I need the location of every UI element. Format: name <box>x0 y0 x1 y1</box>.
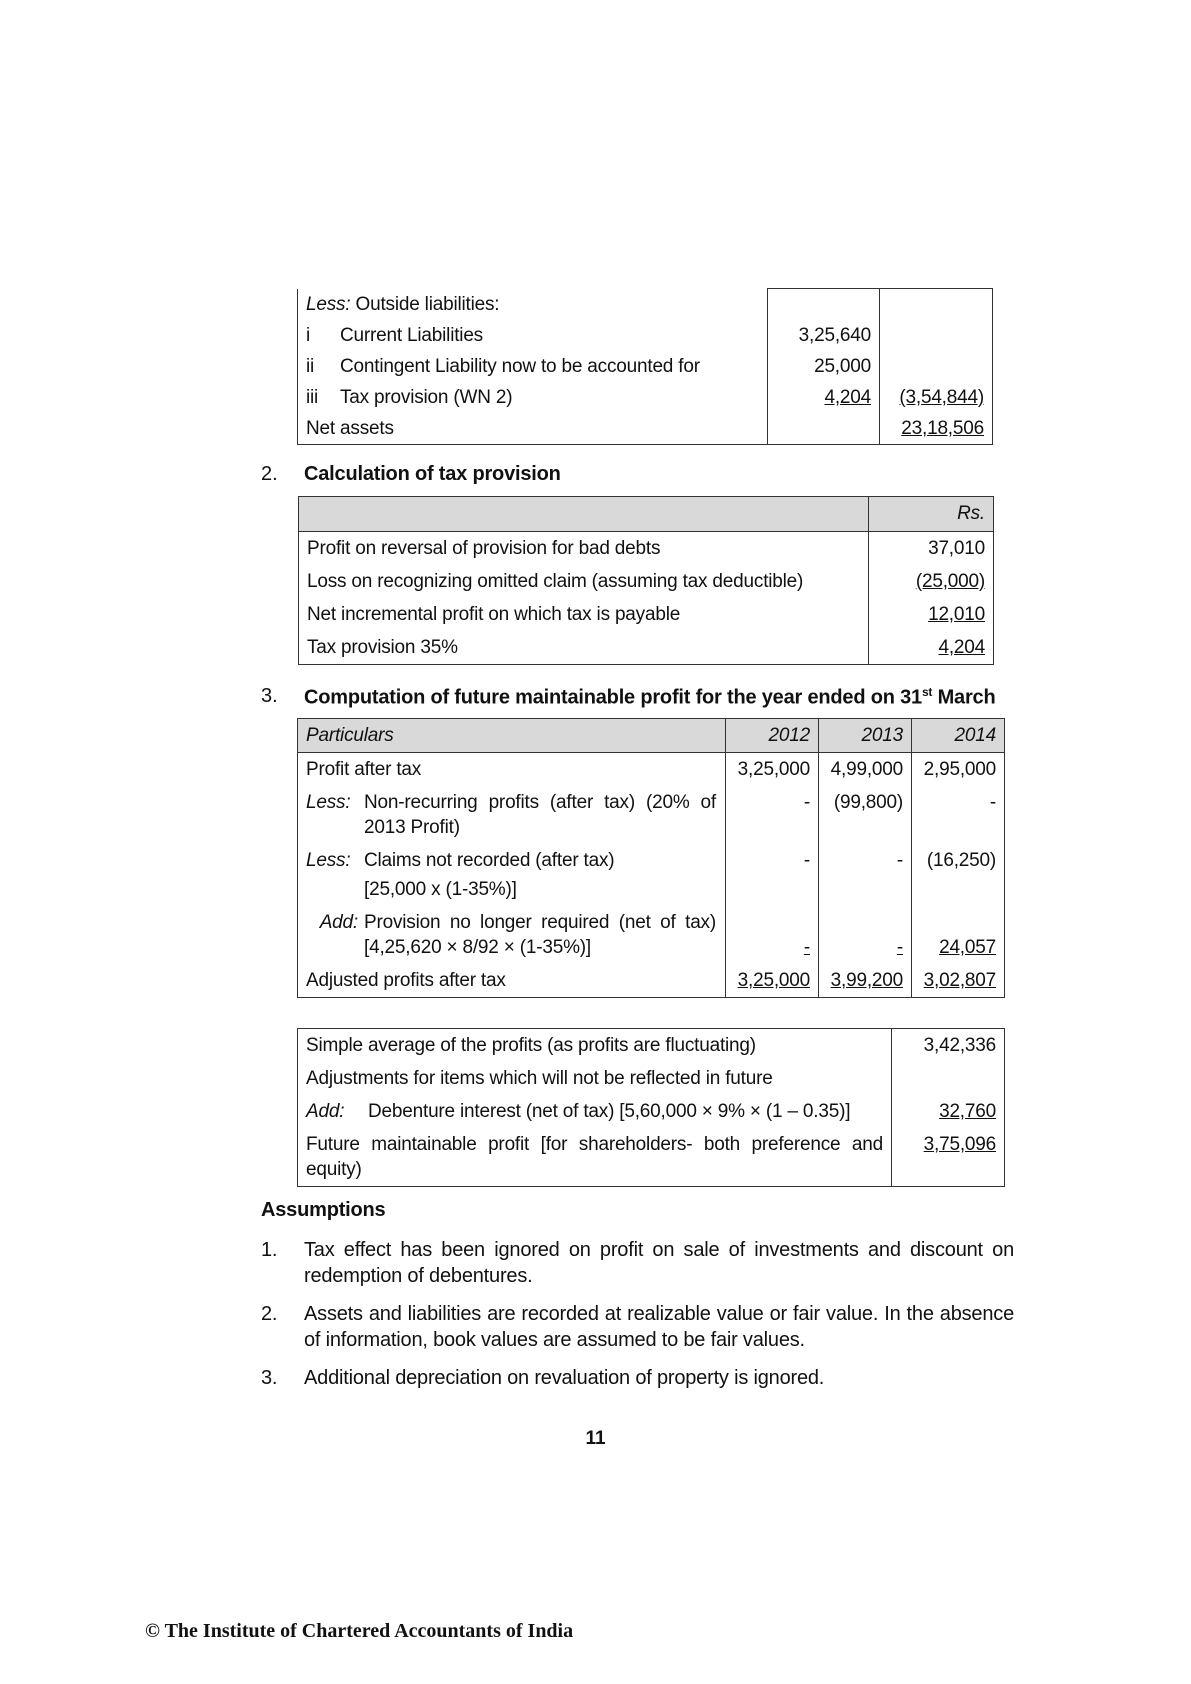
row-value: - <box>912 786 1005 844</box>
list-number: 2. <box>261 1303 278 1325</box>
section-number: 3. <box>261 685 278 707</box>
net-assets-value: 23,18,506 <box>901 418 984 439</box>
section-title-sup: st <box>921 685 933 699</box>
row-total <box>880 351 993 382</box>
list-number: 1. <box>261 1239 278 1261</box>
list-text: Assets and liabilities are recorded at realizable value or fair value. In the absence of information, book values are assumed to be fair values. <box>304 1303 1014 1351</box>
list-text: Additional depreciation on revaluation of property is ignored. <box>304 1367 825 1389</box>
row-label: Non-recurring profits (after tax) (20% of 2013 Profit) <box>364 792 716 838</box>
row-total <box>880 320 993 351</box>
row-index: iii <box>306 387 319 408</box>
row-label: Debenture interest (net of tax) [5,60,000 × 9% × (1 – 0.35)] <box>368 1101 851 1122</box>
list-item <box>261 1237 1014 1289</box>
row-value: - <box>726 844 819 906</box>
row-label: Claims not recorded (after tax) <box>364 850 615 871</box>
row-prefix: Less: <box>306 850 351 871</box>
row-label: Future maintainable profit [for shareholders- both preference and equity) <box>298 1128 892 1187</box>
row-index: i <box>306 325 311 346</box>
outside-liabilities-table <box>297 288 993 445</box>
row-value: 3,42,336 <box>892 1029 1005 1063</box>
table-row <box>298 382 993 413</box>
currency-header: Rs. <box>869 497 994 532</box>
row-total: (3,54,844) <box>899 387 984 408</box>
net-assets-label: Net assets <box>298 413 768 445</box>
row-value: (16,250) <box>912 844 1005 906</box>
table-row <box>299 532 994 566</box>
less-prefix: Less: <box>306 293 351 315</box>
section-title-text: Computation of future maintainable profit for the year ended on 31 <box>304 686 922 709</box>
section-title: Calculation of tax provision <box>304 463 561 485</box>
section-number: 2. <box>261 463 278 485</box>
table-row <box>298 1062 1005 1095</box>
row-value: 3,02,807 <box>923 970 996 991</box>
row-label: Tax provision (WN 2) <box>340 387 513 408</box>
row-value: - <box>803 937 810 958</box>
row-label: Profit on reversal of provision for bad debts <box>299 532 869 566</box>
row-prefix: Less: <box>306 792 351 813</box>
row-label: Provision no longer required (net of tax) [4,25,620 × 8/92 × (1-35%)] <box>364 912 716 958</box>
row-value: 3,99,200 <box>830 970 903 991</box>
row-amount: 25,000 <box>768 351 880 382</box>
list-item <box>261 1365 1014 1391</box>
table-row <box>298 753 1005 787</box>
section-title-end: March <box>937 686 996 709</box>
row-value: 12,010 <box>928 604 985 625</box>
row-value: 3,75,096 <box>923 1134 996 1155</box>
table-row <box>298 1095 1005 1128</box>
row-prefix: Add: <box>306 1101 345 1122</box>
row-value: - <box>726 786 819 844</box>
header-year: 2012 <box>726 719 819 753</box>
row-sublabel: [25,000 x (1-35%)] <box>364 879 517 900</box>
row-value: (99,800) <box>819 786 912 844</box>
row-prefix: Add: <box>319 912 358 933</box>
table-row <box>298 351 993 382</box>
row-amount: 4,204 <box>824 387 871 408</box>
row-label: Contingent Liability now to be accounted for <box>340 356 700 377</box>
row-label: Profit after tax <box>298 753 726 787</box>
page-number: 11 <box>585 1428 606 1449</box>
row-value: 3,25,000 <box>726 753 819 787</box>
list-item <box>261 1301 1014 1353</box>
row-amount: 3,25,640 <box>768 320 880 351</box>
row-label: Simple average of the profits (as profits are fluctuating) <box>298 1029 892 1063</box>
row-value: 3,25,000 <box>737 970 810 991</box>
row-value: - <box>896 937 903 958</box>
row-value: 2,95,000 <box>912 753 1005 787</box>
table-row <box>298 320 993 351</box>
section-title <box>304 685 996 710</box>
row-value: - <box>819 844 912 906</box>
table-row <box>298 844 1005 906</box>
row-value: (25,000) <box>915 571 985 592</box>
table-row <box>299 631 994 665</box>
row-value: 37,010 <box>869 532 994 566</box>
list-number: 3. <box>261 1367 278 1389</box>
row-value: 4,99,000 <box>819 753 912 787</box>
row-label: Loss on recognizing omitted claim (assuming tax deductible) <box>299 565 869 598</box>
assumptions-title: Assumptions <box>261 1199 386 1221</box>
row-value: 24,057 <box>939 937 996 958</box>
table-row <box>298 786 1005 844</box>
table-row <box>299 565 994 598</box>
header-year: 2013 <box>819 719 912 753</box>
table-row <box>298 1128 1005 1187</box>
row-label: Adjustments for items which will not be reflected in future <box>298 1062 892 1095</box>
table-row <box>298 413 993 445</box>
table-row <box>298 964 1005 998</box>
table-row <box>299 598 994 631</box>
row-label: Current Liabilities <box>340 325 483 346</box>
header-particulars: Particulars <box>298 719 726 753</box>
row-value: 4,204 <box>938 637 985 658</box>
row-label: Adjusted profits after tax <box>298 964 726 998</box>
footer-copyright: © The Institute of Chartered Accountants of India <box>145 1620 574 1642</box>
list-text: Tax effect has been ignored on profit on sale of investments and discount on redemption of debentures. <box>304 1239 1014 1287</box>
row-index: ii <box>306 356 315 377</box>
header-year: 2014 <box>912 719 1005 753</box>
row-label: Net incremental profit on which tax is payable <box>299 598 869 631</box>
tax-provision-table <box>298 496 994 665</box>
average-profit-table <box>297 1028 1005 1187</box>
row-label: Tax provision 35% <box>299 631 869 665</box>
table-row <box>298 1029 1005 1063</box>
fmp-table <box>297 718 1005 998</box>
table-row <box>298 906 1005 964</box>
row-value: 32,760 <box>939 1101 996 1122</box>
outside-liabilities-title: Outside liabilities: <box>355 293 500 315</box>
